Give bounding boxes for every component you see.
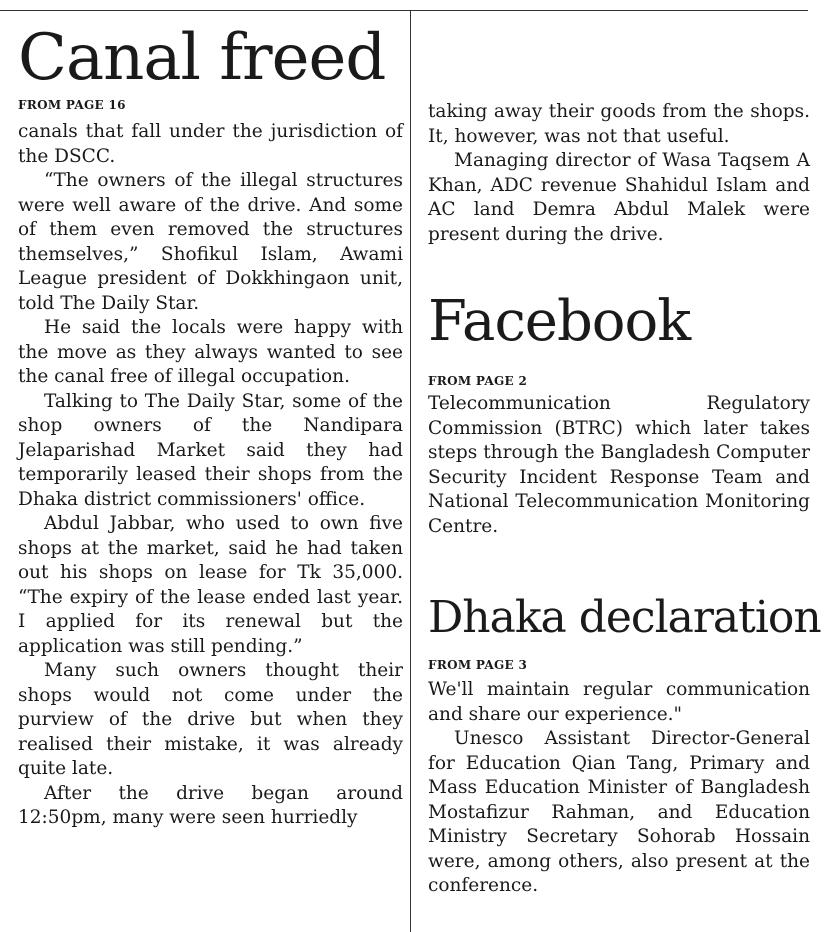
column-divider <box>410 10 411 932</box>
canal-paragraph: He said the locals were happy with the move as they always wanted to see the canal free of illegal occupation. <box>18 317 403 387</box>
dhaka-headline: Dhaka declaration <box>428 592 821 643</box>
canal-paragraph: Many such owners thought their shops would not come under the purview of the drive but when they realised their mistake, it was already quite late. <box>18 660 403 779</box>
canal-continuation <box>428 100 810 247</box>
dhaka-from-page: FROM PAGE 3 <box>428 658 528 672</box>
dhaka-paragraph: We'll maintain regular communication and share our experience." <box>428 679 810 725</box>
canal-paragraph: “The owners of the illegal structures were well aware of the drive. And some of them even removed the structures themselves,” Shofikul Islam, Awami League president of Dokkhingaon unit, told The Daily Star. <box>18 170 403 314</box>
facebook-paragraph: Telecommunication Regulatory Commission (BTRC) which later takes steps through the Bangladesh Computer Security Incident Response Team and National Telecommunication Monitoring Centre. <box>428 393 810 537</box>
facebook-headline: Facebook <box>428 289 691 354</box>
dhaka-body <box>428 678 810 899</box>
canal-from-page: FROM PAGE 16 <box>18 98 126 112</box>
canal-headline: Canal freed <box>18 21 386 95</box>
canal-paragraph: canals that fall under the jurisdiction of the DSCC. <box>18 121 403 167</box>
dhaka-paragraph: Unesco Assistant Director-General for Education Qian Tang, Primary and Mass Education Minister of Bangladesh Mostafizur Rahman, and Education Ministry Secretary Sohorab Hossain were, among others, also present at the conference. <box>428 728 810 896</box>
canal-paragraph: Talking to The Daily Star, some of the shop owners of the Nandipara Jelaparishad Market said they had temporarily leased their shops from the Dhaka district commissioners' office. <box>18 390 403 510</box>
canal-paragraph: Abdul Jabbar, who used to own five shops at the market, said he had taken out his shops on lease for Tk 35,000. “The expiry of the lease ended last year. I applied for its renewal but the application was still pending.” <box>18 513 403 657</box>
canal-paragraph: After the drive began around 12:50pm, many were seen hurriedly <box>18 782 403 828</box>
facebook-from-page: FROM PAGE 2 <box>428 374 528 388</box>
facebook-body <box>428 392 810 539</box>
canal-body <box>18 120 403 831</box>
top-rule <box>0 10 808 11</box>
canal-paragraph: Managing director of Wasa Taqsem A Khan, ADC revenue Shahidul Islam and AC land Demra Abdul Malek were present during the drive. <box>428 150 810 245</box>
canal-paragraph: taking away their goods from the shops. It, however, was not that useful. <box>428 101 810 147</box>
